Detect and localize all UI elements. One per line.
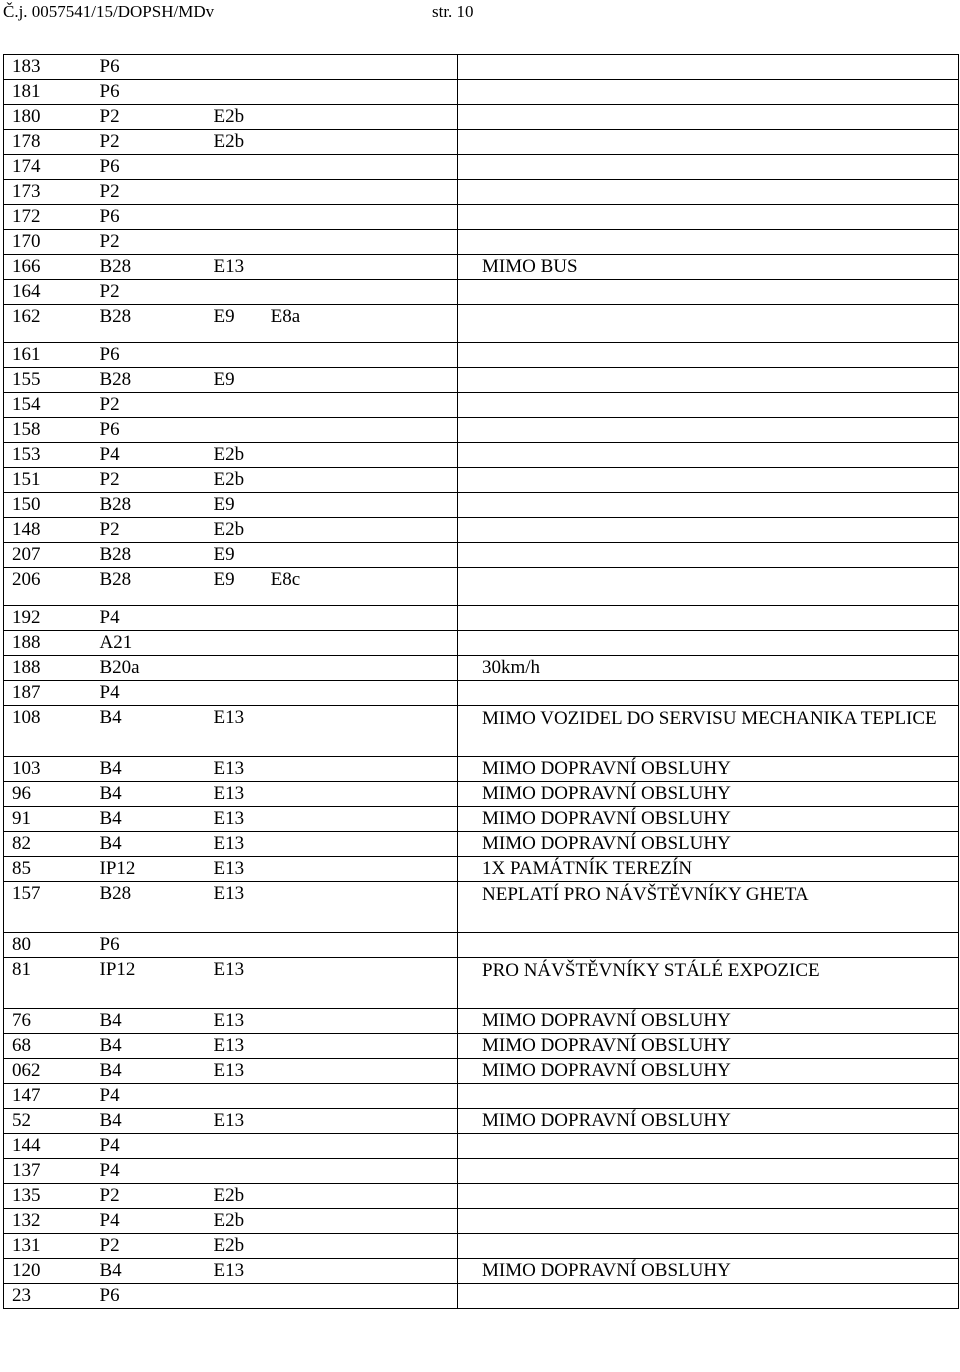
supplementary-sign-cell: [202, 493, 458, 518]
supplementary-sign-cell: [202, 1184, 458, 1209]
row-number-cell: 164: [4, 280, 92, 305]
row-number-cell: 132: [4, 1209, 92, 1234]
supplementary-sign: E2b: [213, 469, 245, 490]
note-cell: [458, 606, 959, 631]
note-cell: [458, 80, 959, 105]
table-row: [4, 782, 959, 807]
supplementary-sign-cell: [202, 443, 458, 468]
row-number-cell: 162: [4, 305, 92, 343]
supplementary-sign: E13: [213, 783, 245, 804]
table-row: [4, 55, 959, 80]
sign-code-cell: B20a: [92, 656, 202, 681]
sign-code-cell: IP12: [92, 958, 202, 1009]
note-cell: [458, 393, 959, 418]
note-cell: MIMO DOPRAVNÍ OBSLUHY: [458, 807, 959, 832]
supplementary-sign-cell: [202, 155, 458, 180]
row-number-cell: 96: [4, 782, 92, 807]
table-row: [4, 255, 959, 280]
table-row: [4, 280, 959, 305]
sign-code-cell: A21: [92, 631, 202, 656]
note-cell: [458, 493, 959, 518]
supplementary-sign-cell: [202, 518, 458, 543]
table-row: [4, 305, 959, 343]
supplementary-sign-cell: [202, 1159, 458, 1184]
row-number-cell: 68: [4, 1034, 92, 1059]
note-cell: MIMO DOPRAVNÍ OBSLUHY: [458, 1059, 959, 1084]
row-number-cell: 91: [4, 807, 92, 832]
table-row: [4, 631, 959, 656]
note-cell: MIMO DOPRAVNÍ OBSLUHY: [458, 782, 959, 807]
sign-code-cell: P4: [92, 1134, 202, 1159]
supplementary-sign-cell: [202, 205, 458, 230]
sign-code-cell: B4: [92, 706, 202, 757]
row-number-cell: 23: [4, 1284, 92, 1309]
note-cell: [458, 368, 959, 393]
note-cell: [458, 631, 959, 656]
supplementary-sign-cell: [202, 1109, 458, 1134]
supplementary-sign-cell: [202, 757, 458, 782]
sign-code-cell: P6: [92, 80, 202, 105]
table-row: [4, 80, 959, 105]
supplementary-sign-cell: [202, 1209, 458, 1234]
supplementary-sign-cell: [202, 468, 458, 493]
table-row: [4, 1159, 959, 1184]
row-number-cell: 158: [4, 418, 92, 443]
supplementary-sign: E13: [213, 1035, 245, 1056]
sign-code-cell: B28: [92, 493, 202, 518]
sign-code-cell: P2: [92, 230, 202, 255]
table-row: [4, 933, 959, 958]
row-number-cell: 154: [4, 393, 92, 418]
sign-code-cell: P2: [92, 1184, 202, 1209]
row-number-cell: 206: [4, 568, 92, 606]
table-row: [4, 1009, 959, 1034]
sign-code-cell: P6: [92, 343, 202, 368]
row-number-cell: 181: [4, 80, 92, 105]
sign-code-cell: P6: [92, 205, 202, 230]
row-number-cell: 188: [4, 631, 92, 656]
table-row: [4, 1259, 959, 1284]
note-cell: MIMO BUS: [458, 255, 959, 280]
note-cell: [458, 205, 959, 230]
note-cell: MIMO DOPRAVNÍ OBSLUHY: [458, 1109, 959, 1134]
note-cell: MIMO DOPRAVNÍ OBSLUHY: [458, 1259, 959, 1284]
note-cell: NEPLATÍ PRO NÁVŠTĚVNÍKY GHETA: [458, 882, 959, 933]
row-number-cell: 120: [4, 1259, 92, 1284]
note-cell: [458, 155, 959, 180]
supplementary-sign: E2b: [213, 131, 245, 152]
supplementary-sign-cell: [202, 568, 458, 606]
row-number-cell: 85: [4, 857, 92, 882]
note-cell: [458, 443, 959, 468]
table-row: [4, 882, 959, 933]
table-row: [4, 443, 959, 468]
table-row: [4, 155, 959, 180]
supplementary-sign-cell: [202, 280, 458, 305]
note-cell: MIMO VOZIDEL DO SERVISU MECHANIKA TEPLICE: [458, 706, 959, 757]
supplementary-sign-cell: [202, 305, 458, 343]
sign-code-cell: B28: [92, 882, 202, 933]
note-cell: [458, 933, 959, 958]
sign-code-cell: P2: [92, 1234, 202, 1259]
row-number-cell: 153: [4, 443, 92, 468]
note-cell: [458, 568, 959, 606]
note-cell: 30km/h: [458, 656, 959, 681]
supplementary-sign: E13: [213, 833, 245, 854]
supplementary-sign: E9: [213, 544, 235, 565]
supplementary-sign: E9: [213, 369, 235, 390]
row-number-cell: 150: [4, 493, 92, 518]
supplementary-sign: E2b: [213, 1235, 245, 1256]
row-number-cell: 188: [4, 656, 92, 681]
supplementary-sign-cell: [202, 782, 458, 807]
row-number-cell: 172: [4, 205, 92, 230]
row-number-cell: 062: [4, 1059, 92, 1084]
supplementary-sign-cell: [202, 807, 458, 832]
note-cell: MIMO DOPRAVNÍ OBSLUHY: [458, 832, 959, 857]
supplementary-sign: E13: [213, 1260, 245, 1281]
supplementary-sign: E9: [213, 569, 235, 590]
supplementary-sign: E2b: [213, 519, 245, 540]
supplementary-sign-cell: [202, 1034, 458, 1059]
supplementary-sign: E2b: [213, 1210, 245, 1231]
supplementary-sign-cell: [202, 55, 458, 80]
table-row: [4, 518, 959, 543]
page-header: [0, 0, 960, 28]
table-row: [4, 1034, 959, 1059]
table-row: [4, 757, 959, 782]
table-row: [4, 543, 959, 568]
supplementary-sign: E13: [213, 1110, 245, 1131]
document-reference: Č.j. 0057541/15/DOPSH/MDv: [3, 2, 215, 21]
supplementary-sign-cell: [202, 80, 458, 105]
supplementary-sign-cell: [202, 933, 458, 958]
supplementary-sign-cell: [202, 255, 458, 280]
note-cell: [458, 1159, 959, 1184]
row-number-cell: 170: [4, 230, 92, 255]
supplementary-sign-cell: [202, 393, 458, 418]
sign-code-cell: P4: [92, 1209, 202, 1234]
supplementary-sign-cell: [202, 1259, 458, 1284]
page-number: str. 10: [432, 2, 474, 21]
note-cell: [458, 418, 959, 443]
sign-code-cell: B4: [92, 832, 202, 857]
sign-code-cell: B28: [92, 305, 202, 343]
supplementary-sign-cell: [202, 418, 458, 443]
supplementary-sign-cell: [202, 882, 458, 933]
sign-code-cell: P2: [92, 180, 202, 205]
note-cell: MIMO DOPRAVNÍ OBSLUHY: [458, 1009, 959, 1034]
sign-code-cell: P2: [92, 105, 202, 130]
table-row: [4, 1209, 959, 1234]
row-number-cell: 192: [4, 606, 92, 631]
signs-table: [3, 54, 959, 1309]
table-row: [4, 130, 959, 155]
supplementary-sign: E13: [213, 883, 245, 904]
row-number-cell: 103: [4, 757, 92, 782]
row-number-cell: 80: [4, 933, 92, 958]
note-cell: [458, 1184, 959, 1209]
row-number-cell: 183: [4, 55, 92, 80]
sign-code-cell: B28: [92, 368, 202, 393]
supplementary-sign-cell: [202, 681, 458, 706]
supplementary-sign: E9: [213, 306, 235, 327]
sign-code-cell: P2: [92, 130, 202, 155]
sign-code-cell: B4: [92, 782, 202, 807]
sign-code-cell: P6: [92, 418, 202, 443]
note-cell: [458, 518, 959, 543]
supplementary-sign-cell: [202, 1134, 458, 1159]
note-cell: 1X PAMÁTNÍK TEREZÍN: [458, 857, 959, 882]
sign-code-cell: P4: [92, 443, 202, 468]
sign-code-cell: P2: [92, 393, 202, 418]
note-cell: [458, 1134, 959, 1159]
sign-code-cell: P2: [92, 468, 202, 493]
supplementary-sign-cell: [202, 1234, 458, 1259]
row-number-cell: 52: [4, 1109, 92, 1134]
table-row: [4, 230, 959, 255]
note-cell: [458, 180, 959, 205]
table-row: [4, 1084, 959, 1109]
supplementary-sign: E9: [213, 494, 235, 515]
row-number-cell: 137: [4, 1159, 92, 1184]
row-number-cell: 178: [4, 130, 92, 155]
row-number-cell: 207: [4, 543, 92, 568]
table-row: [4, 1109, 959, 1134]
table-row: [4, 180, 959, 205]
sign-code-cell: B4: [92, 757, 202, 782]
signs-table-body: [4, 55, 959, 1309]
supplementary-sign-cell: [202, 631, 458, 656]
table-row: [4, 1234, 959, 1259]
note-cell: PRO NÁVŠTĚVNÍKY STÁLÉ EXPOZICE: [458, 958, 959, 1009]
sign-code-cell: P4: [92, 606, 202, 631]
table-row: [4, 832, 959, 857]
table-row: [4, 857, 959, 882]
sign-code-cell: P6: [92, 933, 202, 958]
row-number-cell: 131: [4, 1234, 92, 1259]
note-cell: [458, 280, 959, 305]
row-number-cell: 161: [4, 343, 92, 368]
note-cell: [458, 1209, 959, 1234]
row-number-cell: 157: [4, 882, 92, 933]
row-number-cell: 76: [4, 1009, 92, 1034]
table-row: [4, 393, 959, 418]
table-row: [4, 105, 959, 130]
note-cell: [458, 681, 959, 706]
sign-code-cell: B4: [92, 1059, 202, 1084]
table-row: [4, 418, 959, 443]
row-number-cell: 166: [4, 255, 92, 280]
supplementary-sign-cell: [202, 706, 458, 757]
row-number-cell: 82: [4, 832, 92, 857]
sign-code-cell: P4: [92, 1084, 202, 1109]
supplementary-sign: E2b: [213, 106, 245, 127]
table-row: [4, 493, 959, 518]
table-row: [4, 681, 959, 706]
supplementary-sign: E13: [213, 1010, 245, 1031]
sign-code-cell: B28: [92, 568, 202, 606]
note-cell: [458, 1084, 959, 1109]
supplementary-sign-cell: [202, 1084, 458, 1109]
secondary-supplementary-sign: E8a: [270, 306, 301, 327]
table-row: [4, 368, 959, 393]
supplementary-sign: E13: [213, 1060, 245, 1081]
table-row: [4, 1184, 959, 1209]
note-cell: [458, 343, 959, 368]
row-number-cell: 173: [4, 180, 92, 205]
sign-code-cell: B28: [92, 255, 202, 280]
row-number-cell: 151: [4, 468, 92, 493]
table-row: [4, 807, 959, 832]
supplementary-sign-cell: [202, 230, 458, 255]
note-cell: [458, 1234, 959, 1259]
table-row: [4, 343, 959, 368]
table-row: [4, 1059, 959, 1084]
sign-code-cell: P4: [92, 1159, 202, 1184]
supplementary-sign: E13: [213, 707, 245, 728]
supplementary-sign-cell: [202, 656, 458, 681]
row-number-cell: 81: [4, 958, 92, 1009]
sign-code-cell: P6: [92, 155, 202, 180]
supplementary-sign-cell: [202, 343, 458, 368]
sign-code-cell: IP12: [92, 857, 202, 882]
supplementary-sign: E13: [213, 959, 245, 980]
supplementary-sign: E2b: [213, 1185, 245, 1206]
sign-code-cell: B4: [92, 1009, 202, 1034]
note-cell: [458, 105, 959, 130]
row-number-cell: 148: [4, 518, 92, 543]
sign-code-cell: B28: [92, 543, 202, 568]
supplementary-sign-cell: [202, 105, 458, 130]
sign-code-cell: B4: [92, 807, 202, 832]
note-cell: [458, 543, 959, 568]
supplementary-sign: E13: [213, 256, 245, 277]
supplementary-sign-cell: [202, 606, 458, 631]
supplementary-sign-cell: [202, 130, 458, 155]
sign-code-cell: P6: [92, 55, 202, 80]
table-row: [4, 568, 959, 606]
table-row: [4, 706, 959, 757]
row-number-cell: 135: [4, 1184, 92, 1209]
supplementary-sign-cell: [202, 1009, 458, 1034]
supplementary-sign-cell: [202, 958, 458, 1009]
table-row: [4, 1134, 959, 1159]
row-number-cell: 180: [4, 105, 92, 130]
table-row: [4, 958, 959, 1009]
table-row: [4, 205, 959, 230]
sign-code-cell: B4: [92, 1109, 202, 1134]
supplementary-sign-cell: [202, 180, 458, 205]
supplementary-sign-cell: [202, 1059, 458, 1084]
table-row: [4, 606, 959, 631]
note-cell: MIMO DOPRAVNÍ OBSLUHY: [458, 757, 959, 782]
secondary-supplementary-sign: E8c: [270, 569, 301, 590]
supplementary-sign: E13: [213, 858, 245, 879]
note-cell: [458, 130, 959, 155]
row-number-cell: 187: [4, 681, 92, 706]
supplementary-sign-cell: [202, 543, 458, 568]
supplementary-sign: E13: [213, 758, 245, 779]
table-row: [4, 468, 959, 493]
note-cell: [458, 230, 959, 255]
table-row: [4, 656, 959, 681]
row-number-cell: 174: [4, 155, 92, 180]
sign-code-cell: B4: [92, 1259, 202, 1284]
sign-code-cell: P2: [92, 280, 202, 305]
supplementary-sign-cell: [202, 857, 458, 882]
note-cell: [458, 1284, 959, 1309]
supplementary-sign-cell: [202, 368, 458, 393]
row-number-cell: 147: [4, 1084, 92, 1109]
supplementary-sign-cell: [202, 1284, 458, 1309]
row-number-cell: 144: [4, 1134, 92, 1159]
supplementary-sign: E13: [213, 808, 245, 829]
supplementary-sign-cell: [202, 832, 458, 857]
sign-code-cell: B4: [92, 1034, 202, 1059]
note-cell: [458, 305, 959, 343]
sign-code-cell: P6: [92, 1284, 202, 1309]
row-number-cell: 155: [4, 368, 92, 393]
note-cell: MIMO DOPRAVNÍ OBSLUHY: [458, 1034, 959, 1059]
row-number-cell: 108: [4, 706, 92, 757]
table-row: [4, 1284, 959, 1309]
note-cell: [458, 468, 959, 493]
supplementary-sign: E2b: [213, 444, 245, 465]
sign-code-cell: P4: [92, 681, 202, 706]
note-cell: [458, 55, 959, 80]
sign-code-cell: P2: [92, 518, 202, 543]
